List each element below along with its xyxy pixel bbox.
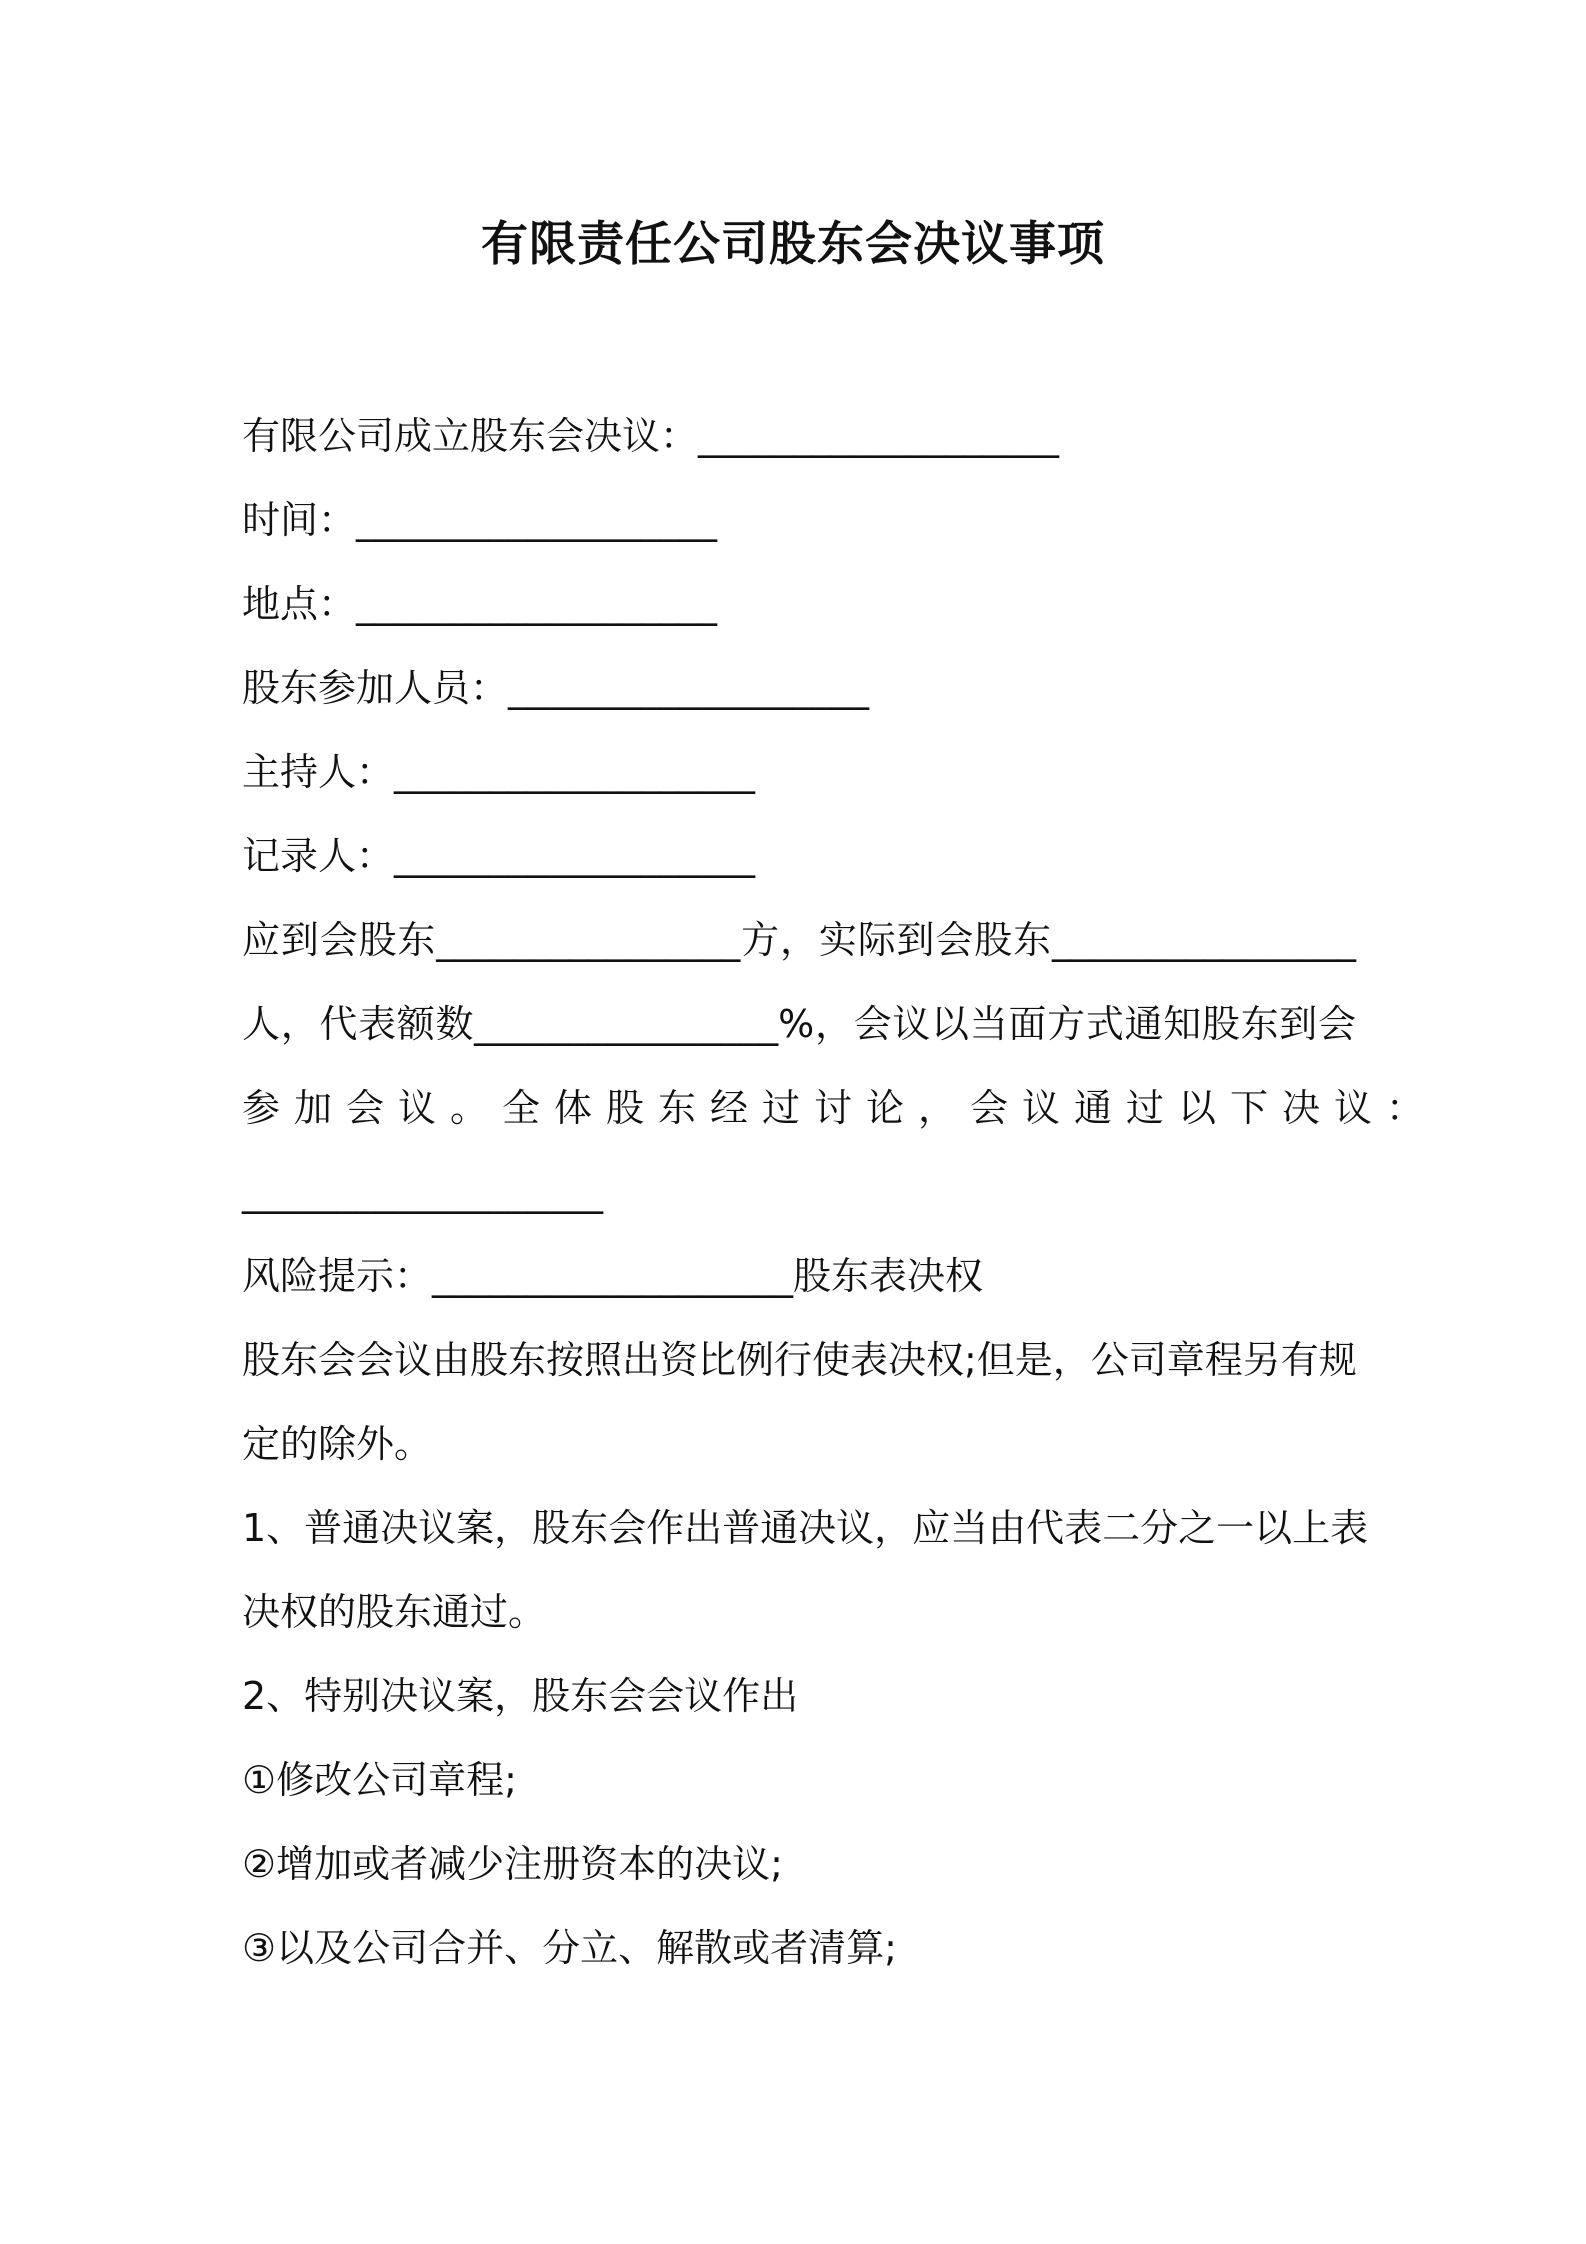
field-company-resolution: 有限公司成立股东会决议：___________________ (242, 414, 1060, 458)
voting-right-paragraph-line-1: 股东会会议由股东按照出资比例行使表决权;但是，公司章程另有规 (242, 1338, 1357, 1382)
field-recorder: 记录人：___________________ (242, 834, 756, 878)
resolution-blank: ___________________ (242, 1170, 603, 1214)
field-chair: 主持人：___________________ (242, 750, 756, 794)
field-location: 地点：___________________ (242, 582, 718, 626)
attendance-paragraph-line-2: 人，代表额数________________%，会议以当面方式通知股东到会 (242, 1002, 1356, 1046)
special-item-3: ③以及公司合并、分立、解散或者清算; (242, 1926, 897, 1970)
attendance-paragraph-line-3: 参加会议。全体股东经过讨论，会议通过以下决议： (242, 1086, 1439, 1130)
special-item-1: ①修改公司章程; (242, 1758, 517, 1802)
ordinary-resolution-line-2: 决权的股东通过。 (242, 1590, 547, 1634)
document-title: 有限责任公司股东会决议事项 (481, 217, 1105, 272)
field-time: 时间：___________________ (242, 498, 718, 542)
special-item-2: ②增加或者减少注册资本的决议; (242, 1842, 783, 1886)
field-attendees: 股东参加人员：___________________ (242, 666, 870, 710)
voting-right-paragraph-line-2: 定的除外。 (242, 1422, 433, 1466)
risk-notice-heading: 风险提示：___________________股东表决权 (242, 1254, 984, 1298)
attendance-paragraph-line-1: 应到会股东________________方，实际到会股东________________ (242, 918, 1356, 962)
special-resolution-heading: 2、特别决议案，股东会会议作出 (242, 1674, 799, 1718)
ordinary-resolution-line-1: 1、普通决议案，股东会作出普通决议，应当由代表二分之一以上表 (242, 1506, 1369, 1550)
